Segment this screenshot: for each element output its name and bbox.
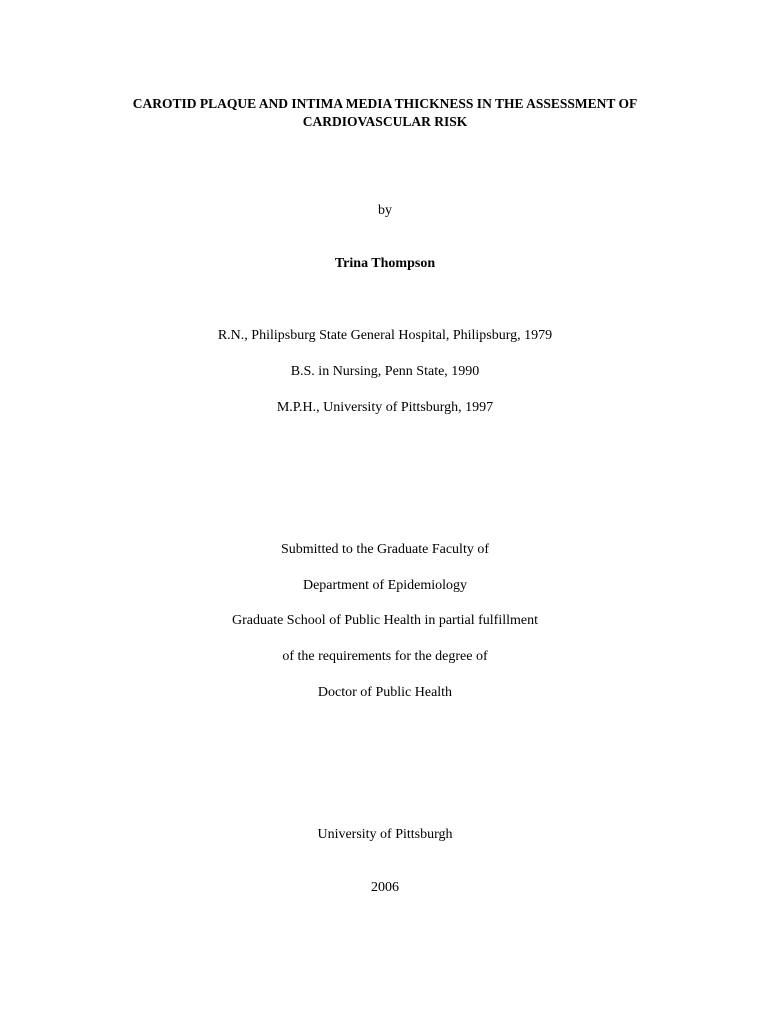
thesis-title-line-2: CARDIOVASCULAR RISK	[302, 114, 468, 129]
submission-line-1: Submitted to the Graduate Faculty of	[280, 542, 489, 557]
submission-line-3: Graduate School of Public Health in partial fulfillment	[232, 613, 538, 628]
institution-name: University of Pittsburgh	[317, 827, 453, 842]
credential-mph: M.P.H., University of Pittsburgh, 1997	[276, 400, 494, 415]
author-name: Trina Thompson	[334, 256, 436, 271]
submission-line-4: of the requirements for the degree of	[282, 649, 488, 664]
submission-line-2: Department of Epidemiology	[302, 578, 468, 593]
degree-name: Doctor of Public Health	[317, 685, 453, 700]
by-label: by	[378, 203, 392, 218]
thesis-title-line-1: CAROTID PLAQUE AND INTIMA MEDIA THICKNESS IN THE ASSESSMENT OF	[132, 96, 638, 111]
year: 2006	[371, 880, 399, 895]
credential-rn: R.N., Philipsburg State General Hospital, Philipsburg, 1979	[217, 328, 553, 343]
credential-bs: B.S. in Nursing, Penn State, 1990	[290, 364, 480, 379]
